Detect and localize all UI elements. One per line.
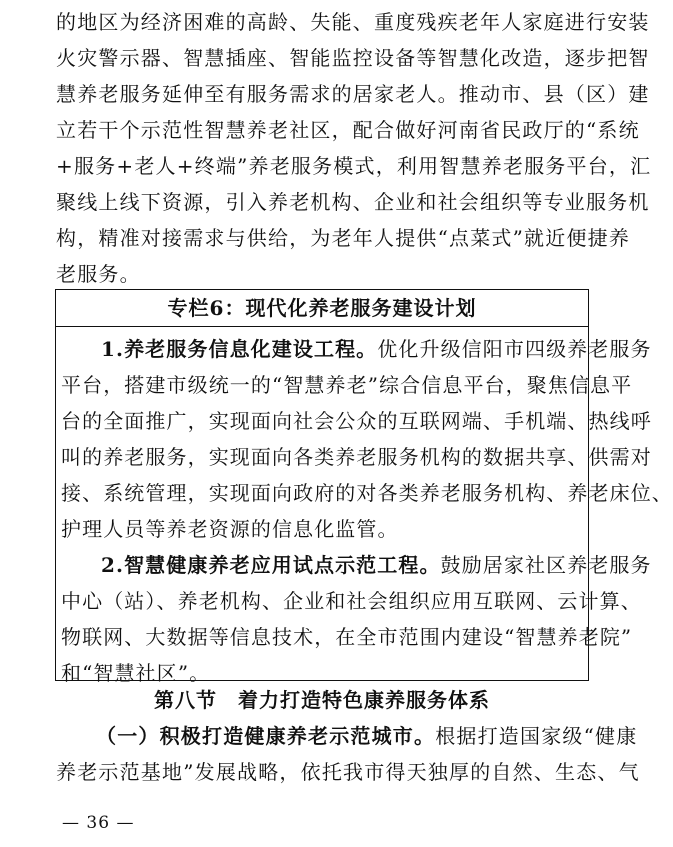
text-line: 中心（站）、养老机构、企业和社会组织应用互联网、云计算、 xyxy=(61,589,642,613)
column-item-1 xyxy=(61,331,673,547)
text-line: 慧养老服务延伸至有服务需求的居家老人。推动市、县（区）建 xyxy=(56,82,650,106)
column-box-title: 专栏6：现代化养老服务建设计划 xyxy=(56,290,588,327)
text-line: 台的全面推广，实现面向社会公众的互联网端、手机端、热线呼 xyxy=(61,409,652,433)
text-line: 火灾警示器、智慧插座、智能监控设备等智慧化改造，逐步把智 xyxy=(56,46,650,70)
text-line xyxy=(56,718,638,754)
text-line: +服务+老人+终端”养老服务模式，利用智慧养老服务平台，汇 xyxy=(56,154,652,178)
text-line xyxy=(61,547,652,583)
text-line: 老服务。 xyxy=(56,262,141,286)
sub-text: 根据打造国家级“健康 xyxy=(435,724,638,748)
text-line: 和“智慧社区”。 xyxy=(61,661,211,685)
text-line: 的地区为经济困难的高龄、失能、重度残疾老年人家庭进行安装 xyxy=(56,10,650,34)
sub-paragraph xyxy=(56,718,640,790)
text-line: 聚线上线下资源，引入养老机构、企业和社会组织等专业服务机 xyxy=(56,190,650,214)
item-text: 鼓励居家社区养老服务 xyxy=(440,553,652,577)
column-item-2 xyxy=(61,547,652,691)
text-line: 养老示范基地”发展战略，依托我市得天独厚的自然、生态、气 xyxy=(56,760,640,784)
text-line xyxy=(61,331,652,367)
column-box xyxy=(55,289,673,685)
item-text: 优化升级信阳市四级养老服务 xyxy=(377,337,652,361)
page-number: — 36 — xyxy=(62,813,135,833)
intro-paragraph xyxy=(56,4,652,292)
text-line: 平台，搭建市级统一的“智慧养老”综合信息平台，聚焦信息平 xyxy=(61,373,633,397)
text-line: 护理人员等养老资源的信息化监管。 xyxy=(61,517,399,541)
text-line: 立若干个示范性智慧养老社区，配合做好河南省民政厅的“系统 xyxy=(56,118,640,142)
text-line: 物联网、大数据等信息技术，在全市范围内建设“智慧养老院” xyxy=(61,625,633,649)
item-heading: 2.智慧健康养老应用试点示范工程。 xyxy=(101,553,441,577)
item-heading: 1.养老服务信息化建设工程。 xyxy=(101,337,378,361)
sub-heading: （一）积极打造健康养老示范城市。 xyxy=(96,724,436,748)
text-line: 叫的养老服务，实现面向各类养老服务机构的数据共享、供需对 xyxy=(61,445,652,469)
text-line: 构，精准对接需求与供给，为老年人提供“点菜式”就近便捷养 xyxy=(56,226,631,250)
text-line: 接、系统管理，实现面向政府的对各类养老服务机构、养老床位、 xyxy=(61,481,673,505)
section-heading: 第八节 着力打造特色康养服务体系 xyxy=(154,688,490,712)
